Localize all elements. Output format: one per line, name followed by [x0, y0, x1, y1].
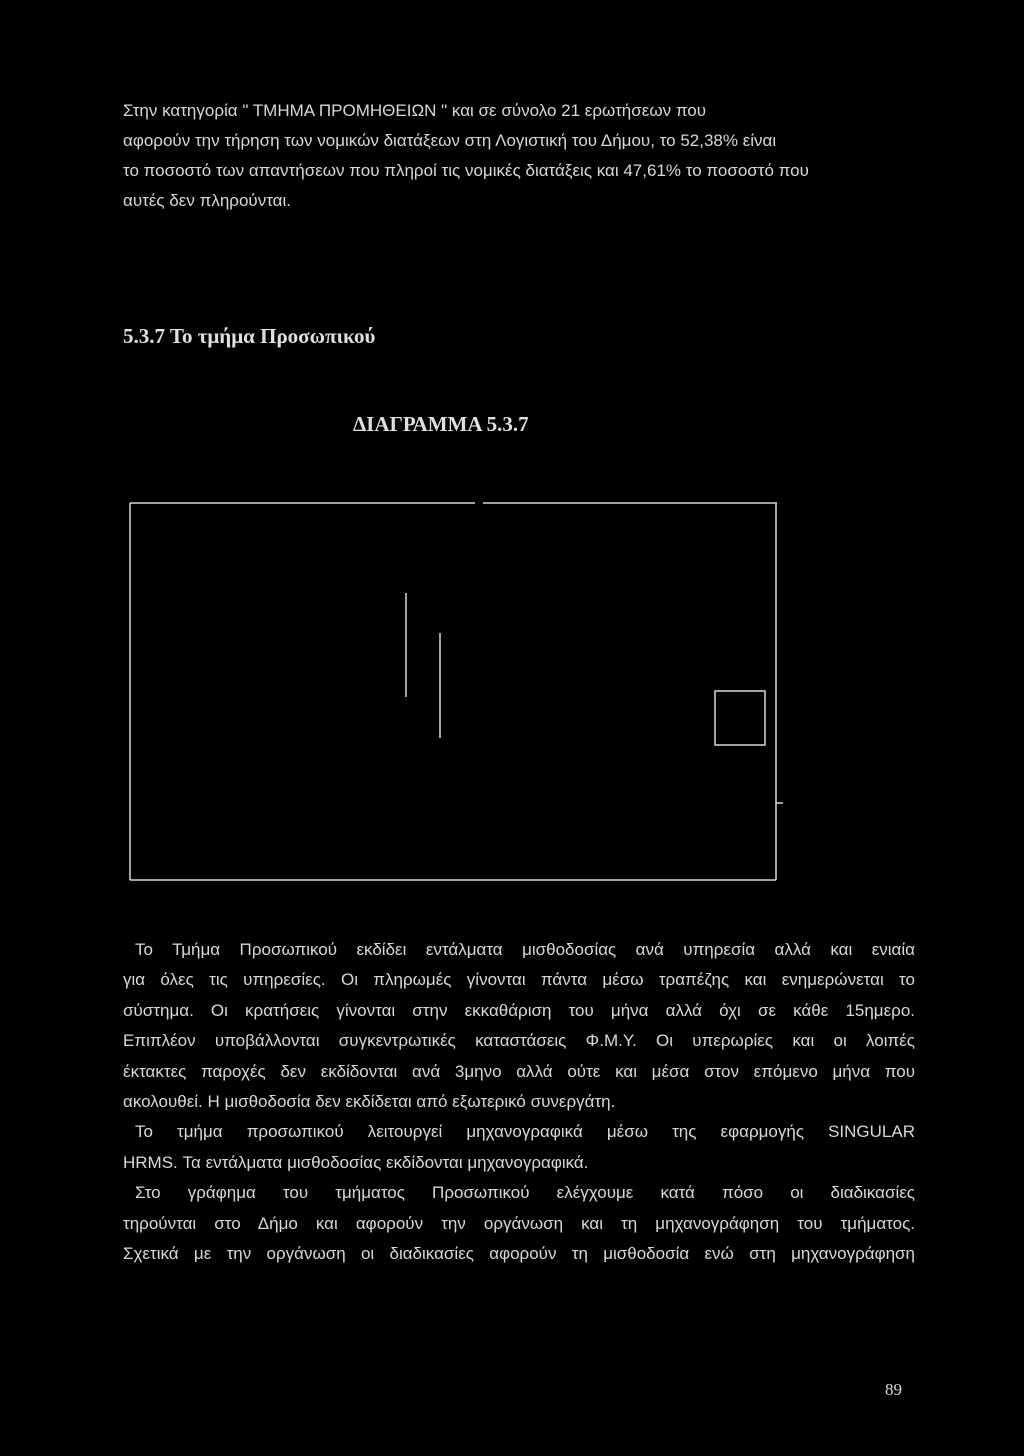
body-line: για όλες τις υπηρεσίες. Οι πληρωμές γίνονται πάντα μέσω τραπέζης και ενημερώνεται το	[123, 970, 915, 990]
intro-line: αφορούν την τήρηση των νομικών διατάξεων στη Λογιστική του Δήμου, το 52,38% είναι	[123, 131, 777, 150]
section-heading: 5.3.7 Το τμήμα Προσωπικού	[123, 324, 376, 348]
body-line: Το τμήμα προσωπικού λειτουργεί μηχανογραφικά μέσω της εφαρμογής SINGULAR	[135, 1122, 915, 1142]
diagram-title: ΔΙΑΓΡΑΜΜΑ 5.3.7	[353, 412, 529, 436]
body-line: Στο γράφημα του τμήματος Προσωπικού ελέγχουμε κατά πόσο οι διαδικασίες	[135, 1183, 915, 1203]
page-number: 89	[885, 1380, 902, 1399]
body-paragraph	[123, 935, 915, 1269]
body-line: Σχετικά με την οργάνωση οι διαδικασίες αφορούν τη μισθοδοσία ενώ στη μηχανογράφηση	[123, 1244, 915, 1264]
body-line: τηρούνται στο Δήμο και αφορούν την οργάνωση και τη μηχανογράφηση του τμήματος.	[123, 1213, 915, 1233]
intro-line: Στην κατηγορία " ΤΜΗΜΑ ΠΡΟΜΗΘΕΙΩΝ " και σε σύνολο 21 ερωτήσεων που	[123, 101, 707, 120]
legend-box	[715, 691, 765, 745]
body-line: ακολουθεί. Η μισθοδοσία δεν εκδίδεται από εξωτερικό συνεργάτη.	[123, 1092, 616, 1112]
diagram-frame	[125, 495, 795, 890]
body-line: Το Τμήμα Προσωπικού εκδίδει εντάλματα μισθοδοσίας ανά υπηρεσία αλλά και ενιαία	[135, 940, 915, 959]
body-line: σύστημα. Οι κρατήσεις γίνονται στην εκκαθάριση του μήνα αλλά όχι σε κάθε 15ημερο.	[123, 1000, 915, 1020]
intro-line: αυτές δεν πληρούνται.	[123, 191, 292, 210]
body-line: Επιπλέον υποβάλλονται συγκεντρωτικές καταστάσεις Φ.Μ.Υ. Οι υπερωρίες και οι λοιπές	[123, 1031, 915, 1051]
intro-paragraph	[123, 96, 913, 216]
body-line: HRMS. Τα εντάλματα μισθοδοσίας εκδίδονται μηχανογραφικά.	[123, 1152, 589, 1172]
intro-line: το ποσοστό των απαντήσεων που πληροί τις νομικές διατάξεις και 47,61% το ποσοστό που	[123, 161, 809, 180]
body-line: έκτακτες παροχές δεν εκδίδονται ανά 3μηνο αλλά ούτε και μέσα στον επόμενο μήνα που	[123, 1061, 915, 1081]
